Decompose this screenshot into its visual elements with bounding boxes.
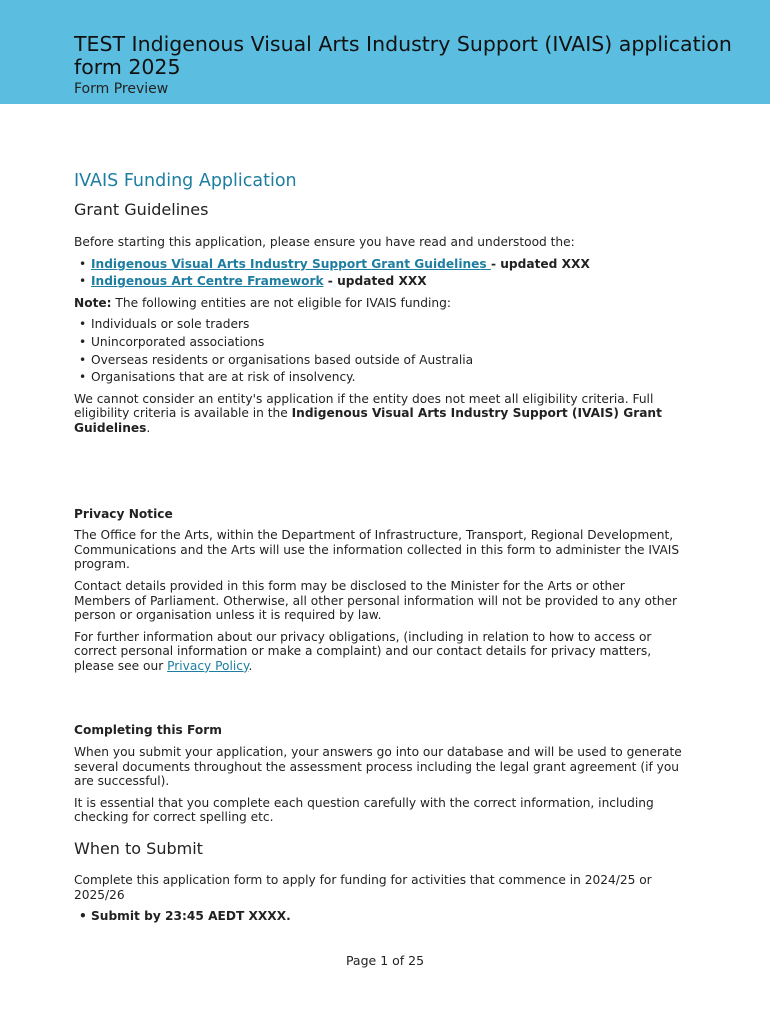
privacy-text: For further information about our privacy obligations, (including in relation to how to access or correct personal information or make a complaint) and our contact details for privacy matters, please see our <box>74 629 652 673</box>
criteria-text: We cannot consider an entity's application if the entity does not meet all eligibility criteria. Full eligibility criteria is available in the <box>74 391 654 421</box>
updated-suffix: - updated XXX <box>323 274 427 289</box>
privacy-end: . <box>248 658 253 673</box>
submission-deadline: • Submit by 23:45 AEDT XXXX. <box>91 909 684 924</box>
list-item: • Individuals or sole traders <box>91 317 684 332</box>
privacy-notice-heading: Privacy Notice <box>74 506 173 521</box>
form-content <box>74 170 684 931</box>
when-to-submit-text: Complete this application form to apply for funding for activities that commence in 2024/25 or 2025/26 <box>74 873 652 902</box>
grant-guidelines-link[interactable]: Indigenous Visual Arts Industry Support Grant Guidelines <box>91 256 491 271</box>
completing-form-heading: Completing this Form <box>74 723 222 738</box>
note-label: Note: <box>74 295 112 310</box>
updated-suffix: - updated XXX <box>490 256 590 271</box>
when-to-submit-heading: When to Submit <box>74 839 203 859</box>
list-item: • Overseas residents or organisations based outside of Australia <box>91 353 684 368</box>
ineligible-list <box>74 317 684 384</box>
deadline-list <box>74 909 684 924</box>
criteria-guidelines-name: Indigenous Visual Arts Industry Support (IVAIS) Grant Guidelines <box>74 406 662 435</box>
completing-paragraph: When you submit your application, your answers go into our database and will be used to generate several documents throughout the assessment process including the legal grant agreement (if you are successful). <box>74 745 682 789</box>
page-number: Page 1 of 25 <box>345 953 425 968</box>
before-starting-text: Before starting this application, please ensure you have read and understood the: <box>74 235 575 249</box>
application-heading: IVAIS Funding Application <box>74 171 297 191</box>
criteria-end: . <box>146 420 151 435</box>
guideline-links-list <box>74 257 684 289</box>
list-item <box>91 274 684 289</box>
grant-guidelines-heading: Grant Guidelines <box>74 200 209 219</box>
form-header <box>0 0 770 104</box>
privacy-paragraph: Contact details provided in this form may be disclosed to the Minister for the Arts or other Members of Parliament. Otherwise, all other personal information will not be provided to any other person or organisation unless it is required by law. <box>74 578 678 623</box>
privacy-policy-link[interactable]: Privacy Policy <box>167 658 249 673</box>
privacy-paragraph <box>74 630 684 674</box>
completing-paragraph: It is essential that you complete each question carefully with the correct information, including checking for correct spelling etc. <box>74 795 654 825</box>
list-item: • Unincorporated associations <box>91 335 684 350</box>
art-centre-framework-link[interactable]: Indigenous Art Centre Framework <box>91 274 324 289</box>
list-item <box>91 257 684 272</box>
note-paragraph <box>74 296 684 311</box>
form-subtitle: Form Preview <box>74 81 169 97</box>
form-title: TEST Indigenous Visual Arts Industry Support (IVAIS) application form 2025 <box>74 32 732 79</box>
eligibility-criteria-text <box>74 392 684 436</box>
note-text: The following entities are not eligible for IVAIS funding: <box>111 295 451 310</box>
list-item: • Organisations that are at risk of insolvency. <box>91 370 684 385</box>
privacy-paragraph: The Office for the Arts, within the Department of Infrastructure, Transport, Regional Development, Communications and the Arts will use the information collected in this form to administer the IVAIS program. <box>74 528 680 572</box>
